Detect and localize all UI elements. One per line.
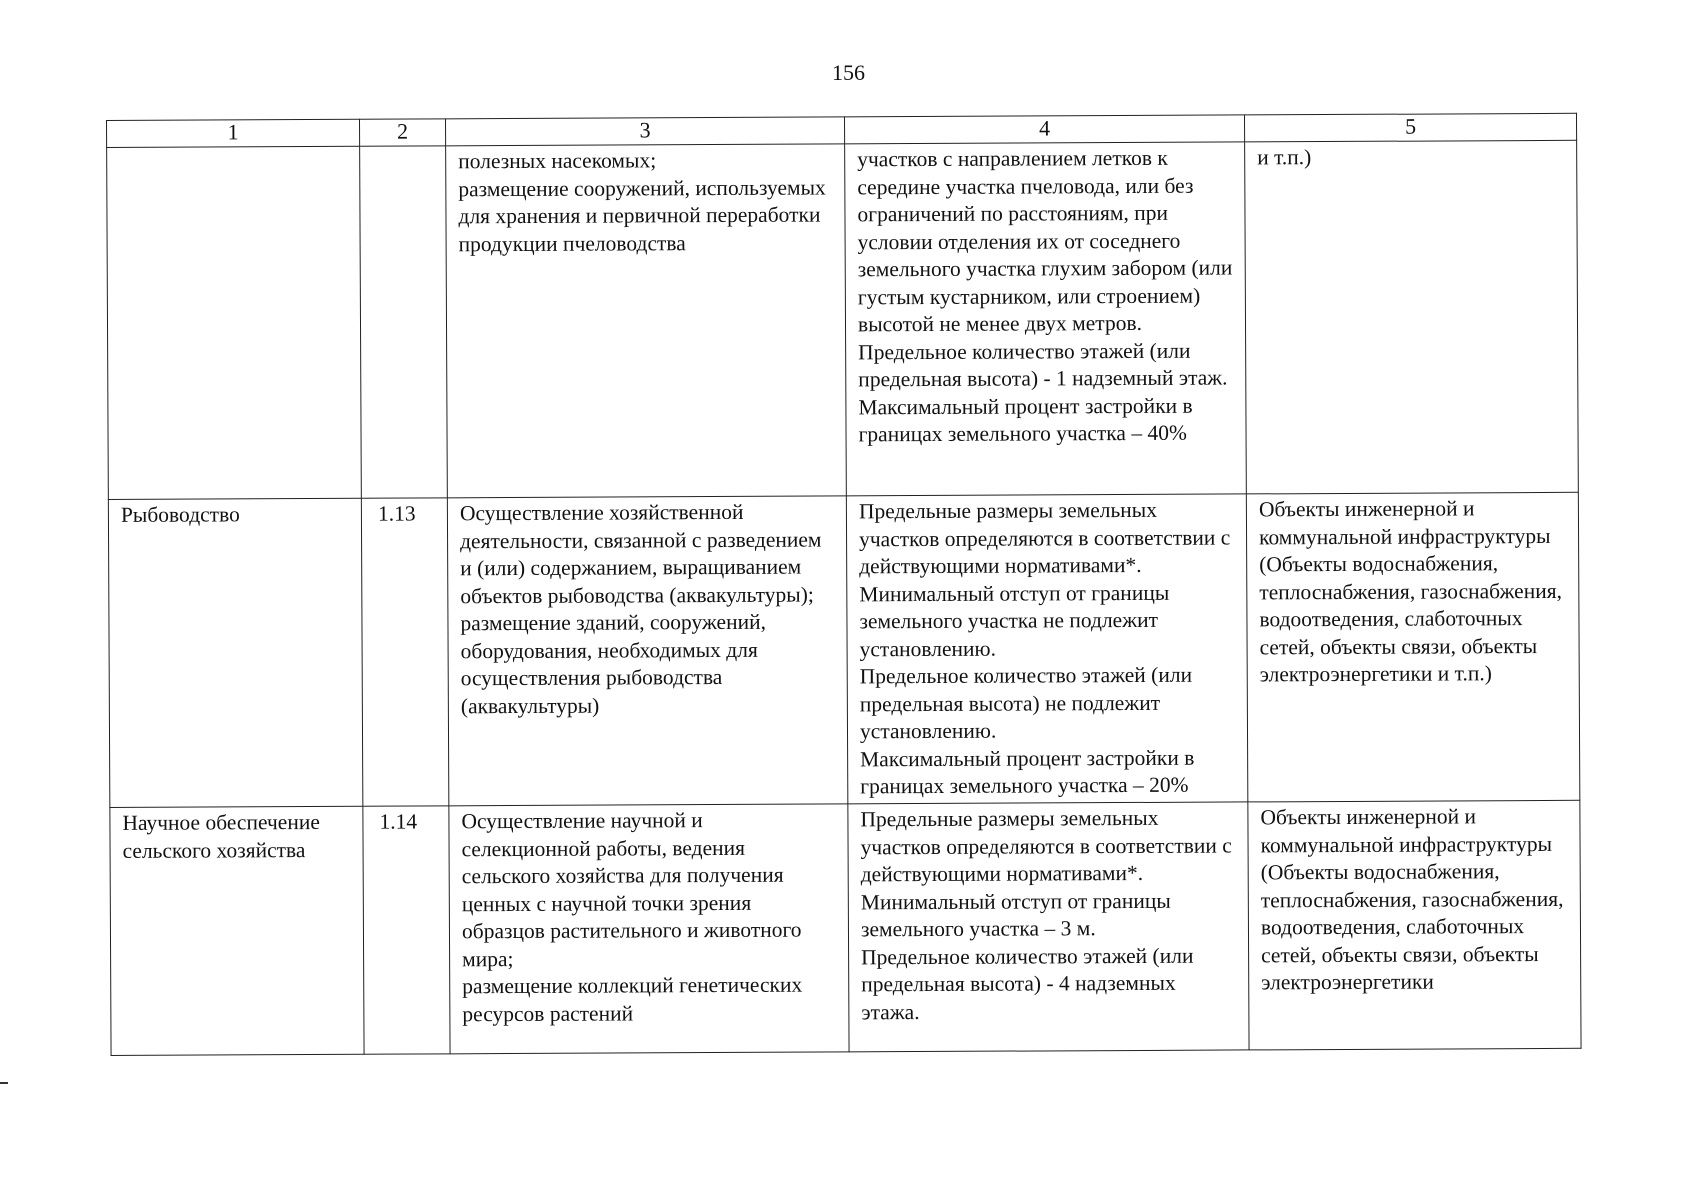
- construction-parameters-cell: Предельные размеры земельных участков определяются в соответствии с действующими нормативами*. Минимальный отступ от границы земельного участка – 3 м. Предельное количество этажей (или предельная высота) - 4 надземных этажа.: [848, 802, 1249, 1052]
- land-use-code-cell: 1.14: [363, 806, 450, 1054]
- land-use-name-cell: Рыбоводство: [108, 498, 363, 807]
- land-use-name-cell: Научное обеспечение сельского хозяйства: [110, 806, 364, 1055]
- land-use-description-cell: полезных насекомых; размещение сооружений, используемых для хранения и первичной переработки продукции пчеловодства: [446, 144, 847, 498]
- column-header-5: 5: [1244, 113, 1576, 142]
- construction-parameters-cell: Предельные размеры земельных участков определяются в соответствии с действующими нормативами*. Минимальный отступ от границы земельного участка не подлежит установлению. Предельное количество этажей (или предельная высота) не подлежит установлению. Максимальный процент застройки в границах земельного участка – 20%: [846, 494, 1248, 804]
- table-row: [108, 492, 1579, 807]
- column-header-2: 2: [359, 119, 445, 146]
- column-header-1: 1: [107, 119, 360, 147]
- margin-mark: [0, 1082, 8, 1084]
- table-row: [110, 800, 1581, 1055]
- land-use-code-cell: [360, 146, 448, 498]
- land-use-description-cell: Осуществление научной и селекционной работы, ведения сельского хозяйства для получения ценных с научной точки зрения образцов растительного и животного мира; размещение коллекций генетических ресурсов растений: [449, 804, 849, 1054]
- table-row: [107, 140, 1579, 499]
- column-header-4: 4: [844, 115, 1244, 144]
- land-use-name-cell: [107, 146, 362, 499]
- land-use-description-cell: Осуществление хозяйственной деятельности, связанной с разведением и (или) содержанием, выращиванием объектов рыбоводства (аквакультуры); размещение зданий, сооружений, оборудования, необходимых для осуществления рыбоводства (аквакультуры): [447, 496, 848, 806]
- column-header-3: 3: [445, 117, 844, 146]
- construction-parameters-cell: участков с направлением летков к середине участка пчеловода, или без ограничений по расстояниям, при условии отделения их от соседнего земельного участка глухим забором (или густым кустарником, или строением) высотой не менее двух метров. Предельное количество этажей (или предельная высота) - 1 надземный этаж. Максимальный процент застройки в границах земельного участка – 40%: [845, 142, 1247, 496]
- auxiliary-uses-cell: Объекты инженерной и коммунальной инфраструктуры (Объекты водоснабжения, теплоснабжения, газоснабжения, водоотведения, слаботочных сетей, объекты связи, объекты электроэнергетики: [1248, 800, 1581, 1050]
- land-use-code-cell: 1.13: [361, 498, 449, 806]
- auxiliary-uses-cell: Объекты инженерной и коммунальной инфраструктуры (Объекты водоснабжения, теплоснабжения, газоснабжения, водоотведения, слаботочных сетей, объекты связи, объекты электроэнергетики и т.п.): [1246, 492, 1580, 802]
- auxiliary-uses-cell: и т.п.): [1245, 140, 1579, 494]
- page-number: 156: [832, 60, 865, 85]
- zoning-regulations-table: [106, 113, 1582, 1056]
